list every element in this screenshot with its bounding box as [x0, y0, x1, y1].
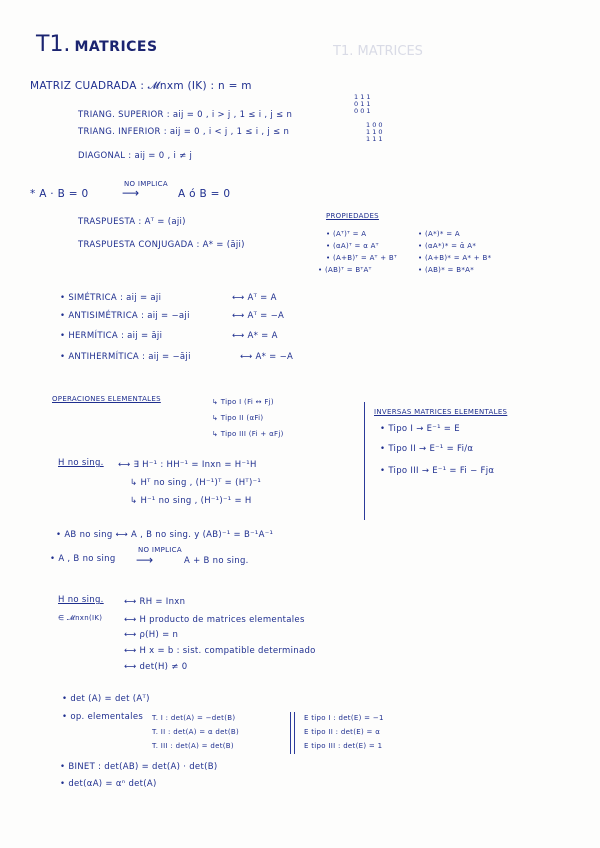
matriz-cuadrada: MATRIZ CUADRADA : 𝓜nxm (IK) : n = m	[30, 80, 252, 92]
prop-right-2: • (αA*)* = ᾱ A*	[418, 242, 477, 250]
prop-left-1: • (Aᵀ)ᵀ = A	[326, 230, 367, 238]
ab-no-sing: • AB no sing ⟷ A , B no sing. y (AB)⁻¹ = B⁻¹A⁻¹	[56, 530, 274, 540]
e-row-2: E tipo II : det(E) = α	[304, 728, 381, 736]
arrow-right-icon-2: ⟶	[136, 553, 154, 567]
h-no-sing-1: ⟷ ∃ H⁻¹ : HH⁻¹ = Inxn = H⁻¹H	[118, 460, 257, 470]
triang-inferior-matrix: 1 0 0 1 1 0 1 1 1	[366, 121, 383, 143]
prop-right-4: • (AB)* = B*A*	[418, 266, 475, 274]
binet: • BINET : det(AB) = det(A) · det(B)	[60, 762, 218, 772]
divider-line	[364, 402, 365, 520]
h-equiv-2: ⟷ H producto de matrices elementales	[124, 615, 305, 625]
propiedades-title: PROPIEDADES	[326, 212, 379, 220]
prop-left-4: • (AB)ᵀ = BᵀAᵀ	[318, 266, 372, 274]
h-membership: ∈ 𝓜nxn(IK)	[58, 614, 103, 622]
traspuesta: TRASPUESTA : Aᵀ = (aji)	[78, 217, 186, 227]
triang-superior: TRIANG. SUPERIOR : aij = 0 , i > j , 1 ≤ i , j ≤ n	[78, 110, 293, 120]
tipo-1: ↳ Tipo I (Fi ↔ Fj)	[212, 398, 274, 406]
diagonal: DIAGONAL : aij = 0 , i ≠ j	[78, 151, 193, 161]
ab-zero-left: * A · B = 0	[30, 188, 89, 200]
no-implica-label: NO IMPLICA	[124, 180, 168, 188]
ab-zero-right: A ó B = 0	[178, 188, 231, 200]
antihermitica: • ANTIHERMÍTICA : aij = −āji	[60, 352, 191, 362]
e-row-1: E tipo I : det(E) = −1	[304, 714, 384, 722]
h-no-sing-label-2: H no sing.	[58, 595, 104, 605]
antisimetrica: • ANTISIMÉTRICA : aij = −aji	[60, 311, 190, 321]
prop-left-2: • (αA)ᵀ = α Aᵀ	[326, 242, 379, 250]
det-transpose: • det (A) = det (Aᵀ)	[62, 694, 150, 704]
inversa-tipo-2: • Tipo II → E⁻¹ = Fi/α	[380, 444, 474, 454]
page-title: T1. MATRICES	[36, 32, 158, 57]
op-elementales-label: • op. elementales	[62, 712, 144, 722]
triang-inferior: TRIANG. INFERIOR : aij = 0 , i < j , 1 ≤ i , j ≤ n	[78, 127, 290, 137]
inversa-tipo-1: • Tipo I → E⁻¹ = E	[380, 424, 460, 434]
tipo-3: ↳ Tipo III (Fi + αFj)	[212, 430, 284, 438]
h-no-sing-label: H no sing.	[58, 458, 104, 468]
arrow-right-icon: ⟶	[122, 186, 140, 200]
operaciones-elementales-title: OPERACIONES ELEMENTALES	[52, 395, 161, 403]
triang-superior-matrix: 1 1 1 0 1 1 0 0 1	[354, 93, 371, 115]
h-equiv-4: ⟷ H x = b : sist. compatible determinado	[124, 646, 316, 656]
h-equiv-1: ⟷ RH = Inxn	[124, 597, 186, 607]
hermitica: • HERMÍTICA : aij = āji	[60, 331, 163, 341]
op-row-3: T. III : det(A) = det(B)	[152, 742, 234, 750]
antihermitica-equiv: ⟷ A* = −A	[240, 352, 294, 362]
hermitica-equiv: ⟷ A* = A	[232, 331, 278, 341]
prop-left-3: • (A+B)ᵀ = Aᵀ + Bᵀ	[326, 254, 397, 262]
prop-right-1: • (A*)* = A	[418, 230, 461, 238]
op-row-2: T. II : det(A) = α det(B)	[152, 728, 239, 736]
divider-1	[290, 712, 291, 754]
bleed-through-title: T1. MATRICES	[333, 44, 423, 59]
simetrica: • SIMÉTRICA : aij = aji	[60, 293, 162, 303]
e-row-3: E tipo III : det(E) = 1	[304, 742, 383, 750]
simetrica-equiv: ⟷ Aᵀ = A	[232, 293, 277, 303]
apb-left: • A , B no sing	[50, 554, 116, 564]
inversa-tipo-3: • Tipo III → E⁻¹ = Fi − Fjα	[380, 466, 495, 476]
traspuesta-conjugada: TRASPUESTA CONJUGADA : A* = (āji)	[78, 240, 245, 250]
h-equiv-5: ⟷ det(H) ≠ 0	[124, 662, 188, 672]
inversas-title: INVERSAS MATRICES ELEMENTALES	[374, 408, 508, 416]
h-equiv-3: ⟷ ρ(H) = n	[124, 630, 179, 640]
antisimetrica-equiv: ⟷ Aᵀ = −A	[232, 311, 285, 321]
divider-2	[294, 712, 295, 754]
prop-right-3: • (A+B)* = A* + B*	[418, 254, 492, 262]
det-alpha: • det(αA) = αⁿ det(A)	[60, 779, 157, 789]
apb-right: A + B no sing.	[184, 556, 249, 566]
no-implica-label-2: NO IMPLICA	[138, 546, 182, 554]
op-row-1: T. I : det(A) = −det(B)	[152, 714, 236, 722]
h-no-sing-2: ↳ Hᵀ no sing , (H⁻¹)ᵀ = (Hᵀ)⁻¹	[130, 478, 262, 488]
tipo-2: ↳ Tipo II (αFi)	[212, 414, 264, 422]
h-no-sing-3: ↳ H⁻¹ no sing , (H⁻¹)⁻¹ = H	[130, 496, 252, 506]
